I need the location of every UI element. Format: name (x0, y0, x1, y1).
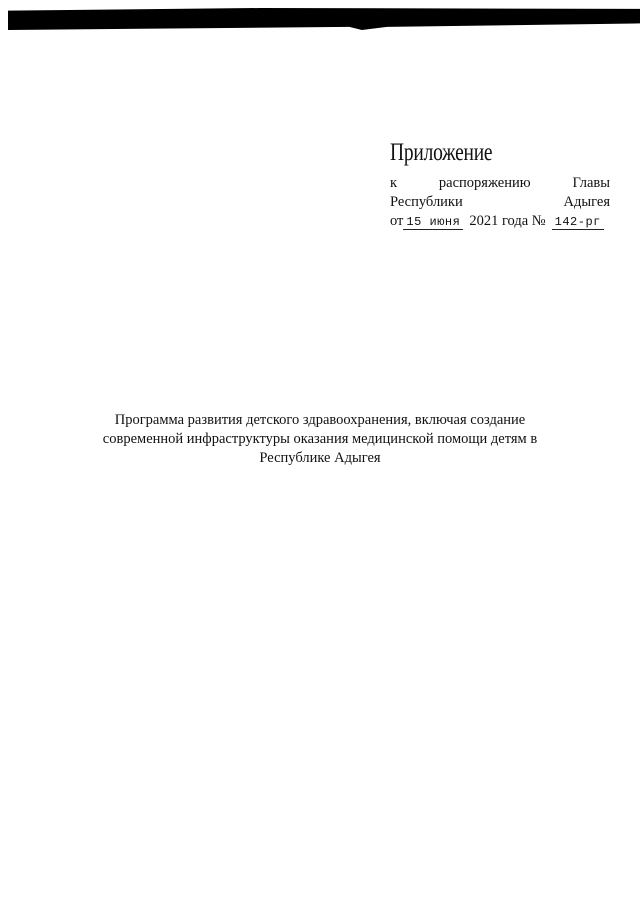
appendix-title: Приложение (390, 139, 493, 166)
document-title: Программа развития детского здравоохранения, включая создание современной инфраструктуры оказания медицинской помощи детям в Республике Адыгея (102, 412, 538, 466)
appendix-block (390, 138, 610, 231)
appendix-date-line (390, 212, 610, 231)
appendix-word: Главы (572, 175, 610, 191)
date-year-text: 2021 года № (469, 213, 546, 229)
appendix-line-2 (390, 193, 610, 212)
appendix-word: Адыгея (563, 194, 610, 210)
appendix-word: распоряжению (438, 175, 531, 191)
date-prefix: от (390, 213, 404, 229)
date-day-month: 15 июня (403, 215, 463, 230)
scan-edge-artifact (8, 8, 640, 30)
appendix-line-1 (390, 174, 610, 193)
appendix-word: Республики (390, 194, 463, 210)
appendix-word: к (390, 175, 398, 191)
document-number: 142-рг (552, 215, 604, 230)
